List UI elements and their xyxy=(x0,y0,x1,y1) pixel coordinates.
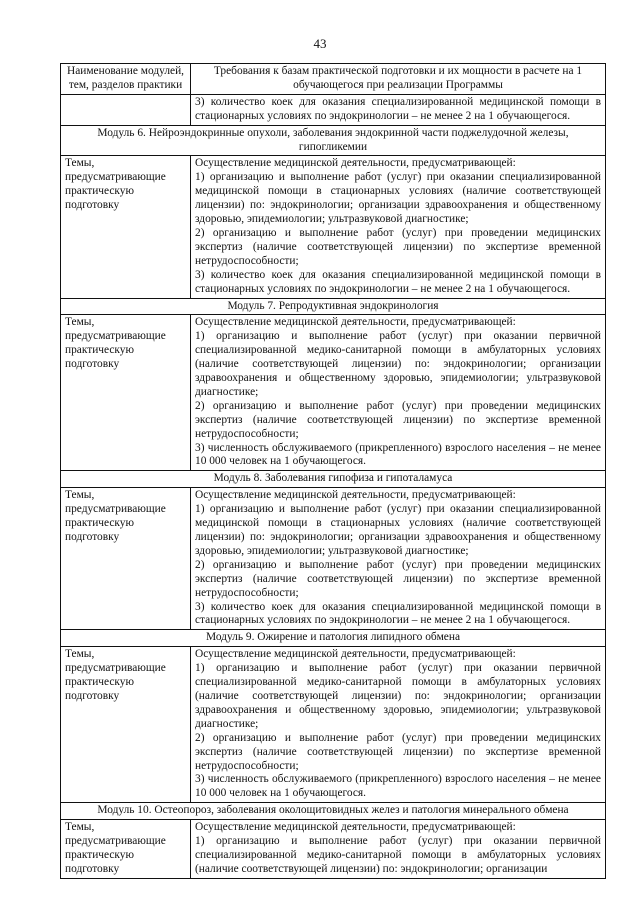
topic-cell: Темы, предусматривающие практическую подготовку xyxy=(61,315,191,471)
empty-cell xyxy=(61,94,191,125)
requirements-cell xyxy=(191,647,606,803)
continuation-row xyxy=(61,94,606,125)
requirement-item: 2) организацию и выполнение работ (услуг) при проведении медицинских экспертиз (наличие соответствующей лицензии) по экспертизе временной нетрудоспособности; xyxy=(195,226,601,267)
requirements-cell xyxy=(191,488,606,630)
requirements-cell xyxy=(191,156,606,298)
module-title-row xyxy=(61,125,606,156)
requirement-intro: Осуществление медицинской деятельности, предусматривающей: xyxy=(195,648,516,661)
requirement-item: 1) организацию и выполнение работ (услуг) при оказании специализированной медицинской помощи в стационарных условиях (наличие соответствующей лицензии) по: эндокринологии; организации здравоохранения и общественному здоровью, эпидемиологии; ультразвуковой диагностике; xyxy=(195,503,601,557)
requirement-item: 3) количество коек для оказания специализированной медицинской помощи в стационарных условиях по эндокринологии – не менее 2 на 1 обучающегося. xyxy=(195,95,601,122)
requirement-item: 3) численность обслуживаемого (прикрепленного) взрослого населения – не менее 10 000 человек на 1 обучающегося. xyxy=(195,773,601,800)
module-title-row xyxy=(61,803,606,820)
requirement-intro: Осуществление медицинской деятельности, предусматривающей: xyxy=(195,821,516,834)
requirement-item: 3) численность обслуживаемого (прикрепленного) взрослого населения – не менее 10 000 человек на 1 обучающегося. xyxy=(195,441,601,468)
requirements-cell xyxy=(191,820,606,879)
continuation-cell xyxy=(191,94,606,125)
header-col-requirements: Требования к базам практической подготовки и их мощности в расчете на 1 обучающегося при реализации Программы xyxy=(191,64,606,95)
module-content-row xyxy=(61,315,606,471)
topic-cell: Темы, предусматривающие практическую подготовку xyxy=(61,488,191,630)
table-header-row xyxy=(61,64,606,95)
requirement-intro: Осуществление медицинской деятельности, предусматривающей: xyxy=(195,157,516,170)
module-content-row xyxy=(61,488,606,630)
module-title: Модуль 7. Репродуктивная эндокринология xyxy=(61,298,606,315)
requirement-item: 2) организацию и выполнение работ (услуг) при проведении медицинских экспертиз (наличие соответствующей лицензии) по экспертизе временной нетрудоспособности; xyxy=(195,399,601,440)
module-title: Модуль 8. Заболевания гипофиза и гипоталамуса xyxy=(61,471,606,488)
module-title-row xyxy=(61,630,606,647)
requirement-item: 1) организацию и выполнение работ (услуг) при оказании первичной специализированной медико-санитарной помощи в амбулаторных условиях (наличие соответствующей лицензии) по: эндокринологии; организации xyxy=(195,835,601,875)
header-col-name: Наименование модулей, тем, разделов практики xyxy=(61,64,191,95)
requirement-item: 3) количество коек для оказания специализированной медицинской помощи в стационарных условиях по эндокринологии – не менее 2 на 1 обучающегося. xyxy=(195,600,601,627)
requirement-intro: Осуществление медицинской деятельности, предусматривающей: xyxy=(195,316,516,329)
page-number: 43 xyxy=(313,36,327,51)
requirements-table xyxy=(60,63,606,879)
requirement-item: 3) количество коек для оказания специализированной медицинской помощи в стационарных условиях по эндокринологии – не менее 2 на 1 обучающегося. xyxy=(195,268,601,295)
requirement-intro: Осуществление медицинской деятельности, предусматривающей: xyxy=(195,489,516,502)
module-title-row xyxy=(61,298,606,315)
requirement-item: 1) организацию и выполнение работ (услуг) при оказании специализированной медицинской помощи в стационарных условиях (наличие соответствующей лицензии) по: эндокринологии; организации здравоохранения и общественному здоровью, эпидемиологии; ультразвуковой диагностике; xyxy=(195,171,601,226)
topic-cell: Темы, предусматривающие практическую подготовку xyxy=(61,647,191,803)
module-title: Модуль 10. Остеопороз, заболевания околощитовидных желез и патология минерального обмена xyxy=(61,803,606,820)
requirement-item: 1) организацию и выполнение работ (услуг) при оказании первичной специализированной медико-санитарной помощи в амбулаторных условиях (наличие соответствующей лицензии) по: эндокринологии; организации здравоохранения и общественному здоровью, эпидемиологии; ультразвуковой диагностике; xyxy=(195,330,601,398)
module-title: Модуль 9. Ожирение и патология липидного обмена xyxy=(61,630,606,647)
topic-cell: Темы, предусматривающие практическую подготовку xyxy=(61,820,191,879)
module-content-row xyxy=(61,820,606,879)
module-title: Модуль 6. Нейроэндокринные опухоли, заболевания эндокринной части поджелудочной железы, гипогликемии xyxy=(61,125,606,156)
module-content-row xyxy=(61,156,606,298)
module-content-row xyxy=(61,647,606,803)
requirement-item: 2) организацию и выполнение работ (услуг) при проведении медицинских экспертиз (наличие соответствующей лицензии) по экспертизе временной нетрудоспособности; xyxy=(195,731,601,772)
requirement-item: 1) организацию и выполнение работ (услуг) при оказании первичной специализированной медико-санитарной помощи в амбулаторных условиях (наличие соответствующей лицензии) по: эндокринологии; организации здравоохранения и общественному здоровью, эпидемиологии; ультразвуковой диагностике; xyxy=(195,662,601,730)
requirements-cell xyxy=(191,315,606,471)
topic-cell: Темы, предусматривающие практическую подготовку xyxy=(61,156,191,298)
requirement-item: 2) организацию и выполнение работ (услуг) при проведении медицинских экспертиз (наличие соответствующей лицензии) по экспертизе временной нетрудоспособности; xyxy=(195,558,601,599)
module-title-row xyxy=(61,471,606,488)
